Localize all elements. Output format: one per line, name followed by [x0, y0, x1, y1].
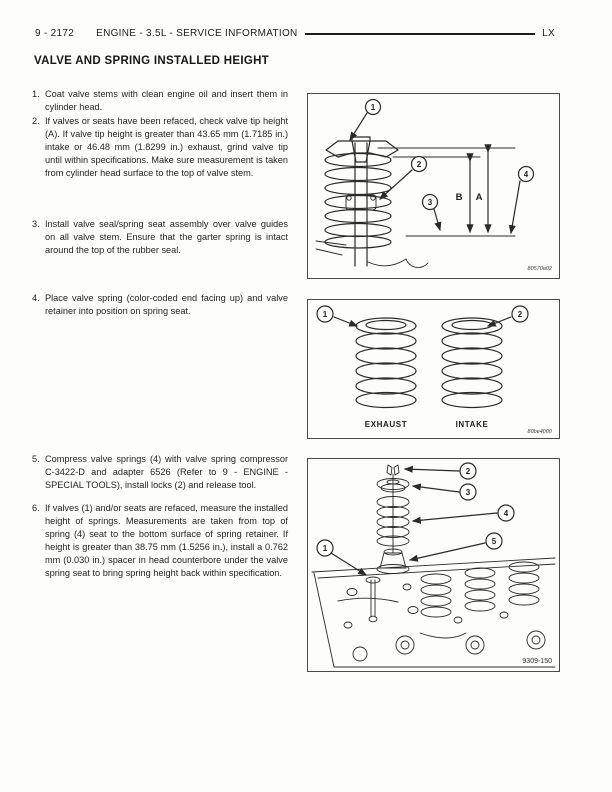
page-header	[35, 28, 555, 39]
callout-4	[413, 505, 514, 521]
callout-5	[410, 533, 502, 560]
section-title: ENGINE - 3.5L - SERVICE INFORMATION	[96, 28, 298, 39]
step-item	[32, 218, 288, 257]
figure-code: 9309-150	[522, 658, 552, 665]
intake-spring-drawing	[442, 318, 502, 408]
callout-1	[350, 100, 381, 141]
svg-text:3: 3	[427, 198, 433, 207]
svg-text:4: 4	[503, 509, 509, 518]
dim-label-b: B	[455, 192, 463, 203]
exhaust-spring-drawing	[356, 318, 416, 408]
step-number: 6.	[32, 503, 40, 513]
step-item	[32, 115, 288, 180]
svg-text:3: 3	[465, 488, 471, 497]
spring-assembly-drawing	[308, 459, 557, 669]
svg-text:5: 5	[491, 537, 497, 546]
step-item	[32, 502, 288, 580]
valve-spring-drawing	[325, 154, 391, 249]
page-title: VALVE AND SPRING INSTALLED HEIGHT	[34, 55, 270, 67]
step-text: Coat valve stems with clean engine oil and insert them in cylinder head.	[45, 89, 288, 112]
step-item	[32, 88, 288, 114]
callout-2	[405, 463, 476, 479]
step-text: Compress valve springs (4) with valve spring compressor C-3422-D and adapter 6526 (Refer to 9 - ENGINE - SPECIAL TOOLS), install locks (2) and release tool.	[45, 454, 288, 490]
step-number: 4.	[32, 293, 40, 303]
step-number: 5.	[32, 454, 40, 464]
cylinder-head-drawing	[312, 558, 555, 667]
svg-text:2: 2	[416, 160, 422, 169]
svg-text:2: 2	[517, 310, 523, 319]
step-item	[32, 292, 288, 318]
dimension-arrows	[456, 152, 488, 232]
header-rule	[305, 33, 536, 35]
dim-label-a: A	[475, 192, 483, 203]
exhaust-label: EXHAUST	[364, 420, 408, 429]
step-number: 2.	[32, 116, 40, 126]
step-text: Place valve spring (color-coded end facing up) and valve retainer into position on spring seat.	[45, 293, 288, 316]
valve-tip-height-drawing	[308, 94, 557, 276]
step-text: If valves or seats have been refaced, check valve tip height (A). If valve tip height is greater than 43.65 mm (1.7185 in.) intake or 46.48 mm (1.8299 in.) exhaust, grind valve tip until within specifications. Make sure measurement is taken from cylinder head surface to the top of valve stem.	[45, 116, 288, 178]
valve-springs-drawing	[308, 300, 557, 436]
intake-label: INTAKE	[455, 420, 489, 429]
exploded-stack-drawing	[377, 465, 409, 574]
figure-code: 80be4000	[527, 429, 552, 435]
callout-3	[413, 484, 476, 500]
step-number: 1.	[32, 89, 40, 99]
callout-3	[423, 195, 441, 231]
page-number: 9 - 2172	[35, 28, 75, 39]
model-code: LX	[542, 28, 555, 39]
figure-code: 80570a02	[527, 266, 552, 272]
figure-spring-assembly-head	[307, 458, 560, 672]
callout-1	[317, 306, 357, 326]
figure-valve-tip-height	[307, 93, 560, 279]
svg-text:1: 1	[322, 544, 328, 553]
step-number: 3.	[32, 219, 40, 229]
callout-2	[488, 306, 528, 326]
svg-text:1: 1	[322, 310, 328, 319]
callout-4	[511, 167, 534, 234]
step-text: If valves (1) and/or seats are refaced, measure the installed height of springs. Measurements are taken from top of spring (4) seat to the bottom surface of spring retainer. If height is greater than 38.75 mm (1.5256 in.), install a 0.762 mm (0.030 in.) spacer in head counterbore under the valve spring seat to bring spring height back within specification.	[45, 503, 288, 578]
svg-text:4: 4	[523, 170, 529, 179]
valve-retainer-drawing	[326, 137, 398, 162]
figure-valve-springs	[307, 299, 560, 439]
measurement-reference-lines	[378, 148, 515, 236]
svg-text:1: 1	[370, 103, 376, 112]
step-text: Install valve seal/spring seat assembly over valve guides on all valve stem. Ensure that the garter spring is intact around the top of the rubber seal.	[45, 219, 288, 255]
callout-1	[317, 540, 366, 575]
svg-text:2: 2	[465, 467, 471, 476]
step-item	[32, 453, 288, 492]
